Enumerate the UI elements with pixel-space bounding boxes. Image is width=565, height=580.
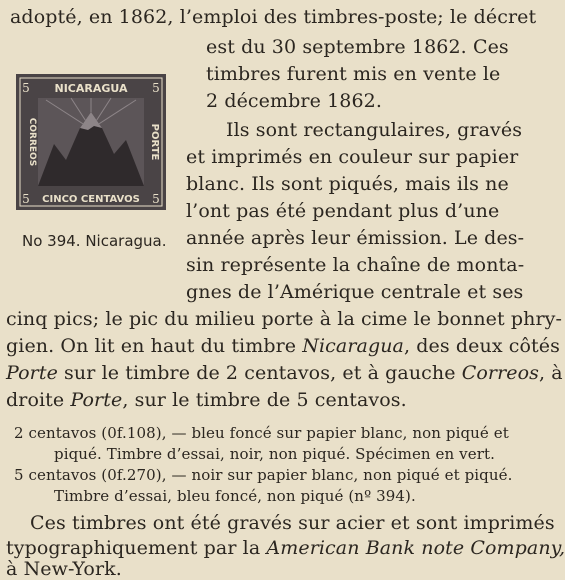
catalogue-line: Timbre d’essai, bleu foncé, non piqué (nº 394). — [54, 487, 416, 505]
text-line: adopté, en 1862, l’emploi des timbres-poste; le décret — [10, 6, 537, 28]
text-line: Ils sont rectangulaires, gravés — [226, 119, 523, 141]
svg-text:5: 5 — [152, 192, 160, 206]
svg-text:PORTE: PORTE — [149, 123, 160, 161]
text-line: est du 30 septembre 1862. Ces — [206, 36, 509, 58]
svg-text:CINCO CENTAVOS: CINCO CENTAVOS — [42, 194, 140, 205]
text-line: typographiquement par la American Bank note Company, — [6, 537, 565, 559]
stamp-caption: No 394. Nicaragua. — [22, 232, 167, 250]
svg-text:NICARAGUA: NICARAGUA — [54, 82, 128, 95]
svg-text:5: 5 — [22, 81, 30, 95]
text-line: à New-York. — [6, 558, 122, 580]
text-line: Ces timbres ont été gravés sur acier et sont imprimés — [30, 512, 555, 534]
text-line: sin représente la chaîne de monta- — [186, 254, 525, 276]
svg-text:CORREOS: CORREOS — [27, 117, 37, 167]
catalogue-line: 2 centavos (0f.108), — bleu foncé sur papier blanc, non piqué et — [14, 424, 509, 442]
catalogue-line: 5 centavos (0f.270), — noir sur papier blanc, non piqué et piqué. — [14, 466, 513, 484]
stamp-right-label — [149, 124, 160, 161]
text-line: gnes de l’Amérique centrale et ses — [186, 281, 524, 303]
text-line: 2 décembre 1862. — [206, 90, 382, 112]
text-line: année après leur émission. Le des- — [186, 227, 525, 249]
text-line: et imprimés en couleur sur papier — [186, 146, 519, 168]
text-line: gien. On lit en haut du timbre Nicaragua, des deux côtés — [6, 335, 560, 357]
catalogue-line: piqué. Timbre d’essai, noir, non piqué. Spécimen en vert. — [54, 445, 495, 463]
nicaragua-stamp-image — [16, 74, 166, 210]
text-line: Porte sur le timbre de 2 centavos, et à gauche Correos, à — [6, 362, 563, 384]
text-line: cinq pics; le pic du milieu porte à la cime le bonnet phry- — [6, 308, 563, 330]
stamp-top-label — [54, 82, 127, 95]
text-line: blanc. Ils sont piqués, mais ils ne — [186, 173, 509, 195]
text-line: l’ont pas été pendant plus d’une — [186, 200, 500, 222]
stamp-bottom-label — [42, 194, 140, 205]
text-line: timbres furent mis en vente le — [206, 63, 501, 85]
stamp-left-label — [27, 118, 37, 166]
svg-text:5: 5 — [22, 192, 30, 206]
text-line: droite Porte, sur le timbre de 5 centavos. — [6, 389, 407, 411]
svg-text:5: 5 — [152, 81, 160, 95]
